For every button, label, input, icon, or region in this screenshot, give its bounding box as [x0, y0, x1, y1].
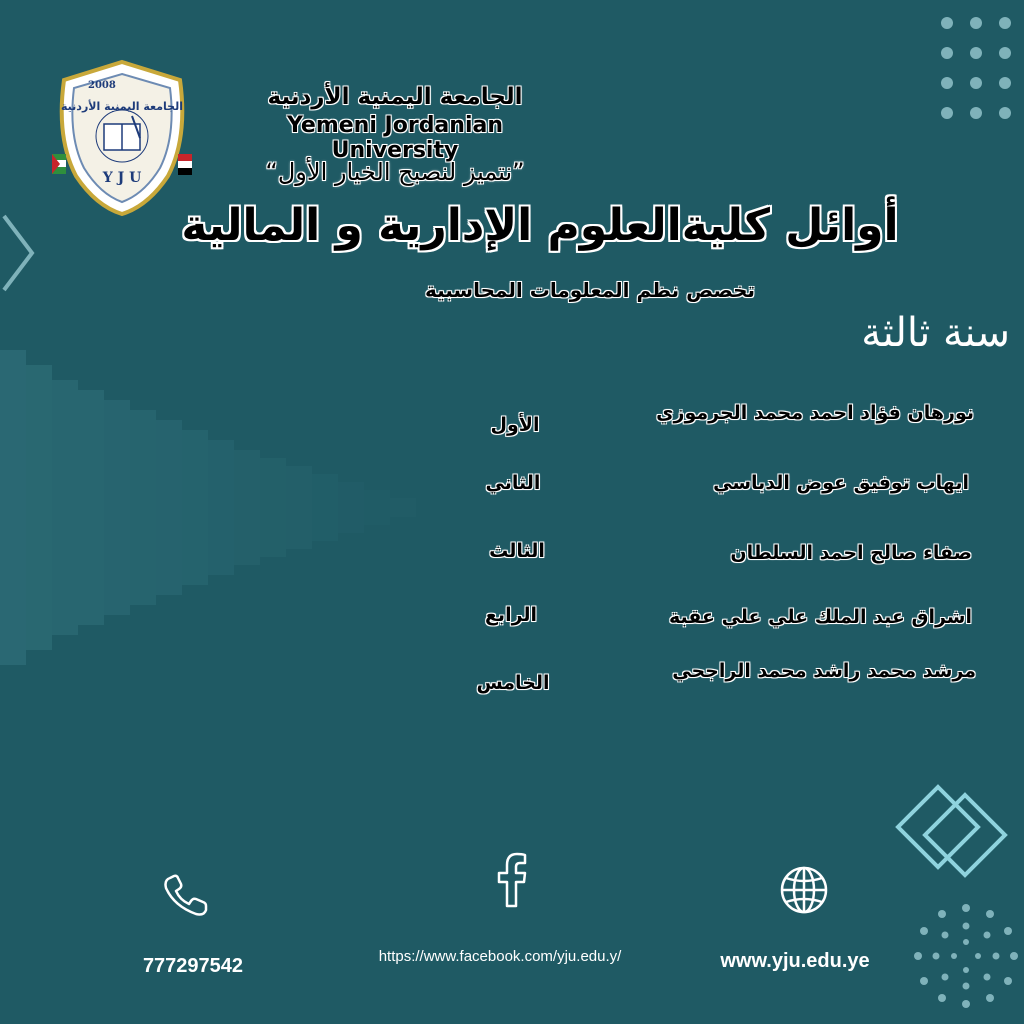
- svg-text:2008: 2008: [88, 80, 116, 91]
- svg-text:الجامعة اليمنية الأردنية: الجامعة اليمنية الأردنية: [61, 100, 183, 113]
- rank-label: الرابع: [484, 604, 538, 626]
- university-logo: [48, 58, 196, 216]
- dotted-circle-decoration: [908, 898, 1024, 1024]
- website-link[interactable]: www.yju.edu.ye: [720, 950, 870, 972]
- university-name-arabic: الجامعة اليمنية الأردنية: [267, 84, 523, 110]
- globe-icon: [778, 864, 830, 916]
- diamond-decoration: [890, 775, 1024, 895]
- rank-label: الثاني: [485, 472, 541, 494]
- rank-label: الخامس: [476, 672, 550, 694]
- slogan: ”نتميز لنصبح الخيار الأول“: [265, 158, 525, 186]
- dot-grid-decoration: [930, 10, 1024, 140]
- specialization-subtitle: تخصص نظم المعلومات المحاسبية: [424, 278, 756, 302]
- student-name: ايهاب توفيق عوض الدباسي: [713, 472, 969, 494]
- rank-label: الأول: [490, 414, 540, 436]
- facebook-icon: [494, 852, 530, 908]
- year-label: سنة ثالثة: [861, 310, 1010, 356]
- phone-icon: [160, 872, 216, 920]
- university-name-english: Yemeni Jordanian University: [287, 113, 503, 163]
- student-name: اشراق عبد الملك علي علي عقبة: [669, 606, 972, 628]
- chevron-decoration: [0, 208, 40, 298]
- phone-number[interactable]: 777297542: [142, 955, 244, 977]
- svg-text:Y J U: Y J U: [102, 170, 142, 186]
- student-name: نورهان فؤاد احمد محمد الجرموزي: [656, 402, 974, 424]
- facebook-link[interactable]: https://www.facebook.com/yju.edu.y/: [378, 948, 622, 965]
- page-title: أوائل كليةالعلوم الإدارية و المالية: [181, 200, 899, 251]
- rank-label: الثالث: [489, 540, 545, 562]
- student-name: صفاء صالح احمد السلطان: [730, 542, 972, 564]
- student-name: مرشد محمد راشد محمد الراجحي: [672, 660, 976, 682]
